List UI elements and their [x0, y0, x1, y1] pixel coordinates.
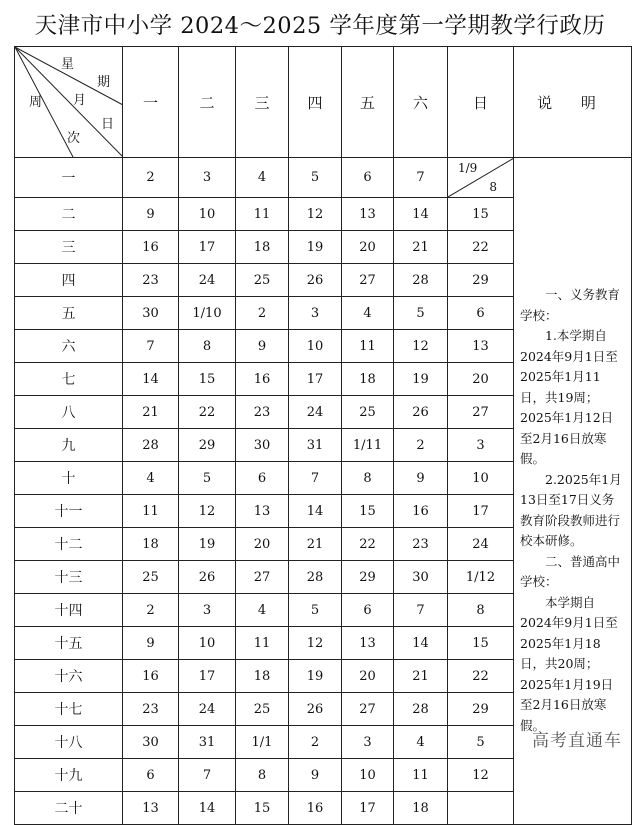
date-cell: 12 — [394, 330, 448, 363]
date-cell: 15 — [448, 627, 514, 660]
date-cell: 18 — [236, 660, 289, 693]
date-cell: 27 — [236, 561, 289, 594]
date-cell: 12 — [289, 627, 342, 660]
date-cell: 7 — [123, 330, 179, 363]
date-cell: 29 — [448, 693, 514, 726]
date-cell: 24 — [179, 264, 236, 297]
week-number-cell: 二十 — [15, 792, 123, 825]
date-cell: 13 — [123, 792, 179, 825]
week-number-cell: 八 — [15, 396, 123, 429]
date-cell: 7 — [394, 158, 448, 198]
day-header-wed: 三 — [236, 47, 289, 158]
date-cell: 11 — [236, 627, 289, 660]
date-cell: 12 — [289, 198, 342, 231]
date-cell: 12 — [179, 495, 236, 528]
date-cell: 31 — [289, 429, 342, 462]
date-cell: 15 — [448, 198, 514, 231]
date-cell: 2 — [289, 726, 342, 759]
week-number-cell: 十六 — [15, 660, 123, 693]
date-cell: 4 — [342, 297, 394, 330]
date-cell: 21 — [394, 660, 448, 693]
date-cell: 25 — [236, 693, 289, 726]
week-number-cell: 四 — [15, 264, 123, 297]
note-paragraph: 2.2025年1月13日至17日义务教育阶段教师进行校本研修。 — [520, 471, 622, 549]
date-cell: 5 — [394, 297, 448, 330]
date-cell: 29 — [448, 264, 514, 297]
date-cell: 27 — [342, 693, 394, 726]
date-cell: 5 — [289, 594, 342, 627]
date-cell: 23 — [394, 528, 448, 561]
date-cell: 3 — [342, 726, 394, 759]
week-number-cell: 十一 — [15, 495, 123, 528]
header-row — [15, 47, 632, 158]
date-cell: 10 — [289, 330, 342, 363]
date-cell: 30 — [236, 429, 289, 462]
date-cell: 1/12 — [448, 561, 514, 594]
week-number-cell: 十三 — [15, 561, 123, 594]
day-header-sat: 六 — [394, 47, 448, 158]
date-cell: 27 — [448, 396, 514, 429]
date-cell: 19 — [289, 660, 342, 693]
date-cell: 6 — [342, 594, 394, 627]
date-cell: 25 — [342, 396, 394, 429]
date-cell: 31 — [179, 726, 236, 759]
calendar-table — [14, 46, 632, 825]
date-cell: 13 — [342, 627, 394, 660]
date-cell: 17 — [179, 660, 236, 693]
calendar-body — [15, 158, 632, 825]
date-cell: 20 — [236, 528, 289, 561]
date-cell: 4 — [236, 158, 289, 198]
date-cell: 30 — [394, 561, 448, 594]
date-cell: 14 — [394, 627, 448, 660]
date-cell: 24 — [448, 528, 514, 561]
date-cell: 3 — [179, 158, 236, 198]
day-header-tue: 二 — [179, 47, 236, 158]
date-cell: 28 — [394, 693, 448, 726]
date-cell: 11 — [394, 759, 448, 792]
day-header-thu: 四 — [289, 47, 342, 158]
date-cell: 8 — [179, 330, 236, 363]
date-cell: 28 — [123, 429, 179, 462]
week-number-cell: 一 — [15, 158, 123, 198]
week-number-cell: 十九 — [15, 759, 123, 792]
date-cell: 11 — [123, 495, 179, 528]
date-cell: 8 — [448, 594, 514, 627]
date-cell: 10 — [179, 198, 236, 231]
date-cell: 13 — [448, 330, 514, 363]
corner-label-zhou: 周 — [29, 95, 43, 110]
day-header-sun: 日 — [448, 47, 514, 158]
date-cell: 24 — [289, 396, 342, 429]
date-cell: 21 — [289, 528, 342, 561]
date-cell: 23 — [123, 264, 179, 297]
date-cell: 14 — [289, 495, 342, 528]
note-paragraph: 一、义务教育学校： — [520, 287, 621, 323]
date-cell: 9 — [123, 627, 179, 660]
date-cell: 11 — [342, 330, 394, 363]
date-cell: 28 — [289, 561, 342, 594]
date-cell: 2 — [123, 158, 179, 198]
date-cell: 19 — [289, 231, 342, 264]
date-cell: 19 — [394, 363, 448, 396]
date-cell: 26 — [289, 693, 342, 726]
week-number-cell: 十七 — [15, 693, 123, 726]
week-number-cell: 十 — [15, 462, 123, 495]
date-cell: 28 — [394, 264, 448, 297]
week-number-cell: 五 — [15, 297, 123, 330]
week-number-cell: 二 — [15, 198, 123, 231]
date-cell: 18 — [342, 363, 394, 396]
date-cell: 21 — [394, 231, 448, 264]
date-cell: 6 — [448, 297, 514, 330]
date-cell: 6 — [236, 462, 289, 495]
date-cell: 25 — [236, 264, 289, 297]
week-number-cell: 十五 — [15, 627, 123, 660]
date-cell: 14 — [394, 198, 448, 231]
date-cell: 18 — [236, 231, 289, 264]
date-cell: 16 — [123, 660, 179, 693]
date-cell: 3 — [179, 594, 236, 627]
date-cell: 5 — [179, 462, 236, 495]
date-cell: 16 — [236, 363, 289, 396]
date-cell: 4 — [123, 462, 179, 495]
corner-label-xing: 星 — [61, 57, 75, 72]
date-cell-split — [448, 158, 514, 198]
date-cell: 17 — [289, 363, 342, 396]
date-cell: 7 — [394, 594, 448, 627]
date-cell: 25 — [123, 561, 179, 594]
date-cell: 18 — [123, 528, 179, 561]
date-cell: 15 — [179, 363, 236, 396]
date-cell: 20 — [448, 363, 514, 396]
date-cell: 8 — [236, 759, 289, 792]
week-number-cell: 十四 — [15, 594, 123, 627]
week-row — [15, 198, 632, 231]
date-cell: 1/10 — [179, 297, 236, 330]
date-cell: 2 — [123, 594, 179, 627]
date-cell: 22 — [448, 660, 514, 693]
date-cell: 9 — [394, 462, 448, 495]
date-cell: 17 — [179, 231, 236, 264]
date-cell: 23 — [236, 396, 289, 429]
week-row — [15, 158, 632, 198]
date-cell: 7 — [179, 759, 236, 792]
date-cell: 17 — [342, 792, 394, 825]
date-cell: 30 — [123, 297, 179, 330]
date-cell: 29 — [179, 429, 236, 462]
page-title: 天津市中小学 2024～2025 学年度第一学期教学行政历 — [34, 13, 606, 39]
date-cell: 1/11 — [342, 429, 394, 462]
date-cell: 26 — [394, 396, 448, 429]
week-number-cell: 六 — [15, 330, 123, 363]
date-cell: 9 — [236, 330, 289, 363]
date-cell: 12 — [448, 759, 514, 792]
date-cell: 11 — [236, 198, 289, 231]
date-cell: 15 — [236, 792, 289, 825]
date-cell: 14 — [179, 792, 236, 825]
date-cell: 16 — [394, 495, 448, 528]
day-header-mon: 一 — [123, 47, 179, 158]
corner-label-ci: 次 — [67, 131, 81, 146]
week-number-cell: 十八 — [15, 726, 123, 759]
corner-label-qi: 期 — [97, 75, 111, 90]
date-cell: 20 — [342, 660, 394, 693]
date-month-start: 1/9 — [458, 161, 478, 175]
note-paragraph: 二、普通高中学校： — [520, 553, 621, 590]
day-header-fri: 五 — [342, 47, 394, 158]
date-cell: 26 — [179, 561, 236, 594]
date-cell: 9 — [123, 198, 179, 231]
date-cell: 5 — [289, 158, 342, 198]
date-cell: 22 — [448, 231, 514, 264]
corner-header-cell — [15, 47, 123, 158]
date-cell: 6 — [123, 759, 179, 792]
date-cell: 1/1 — [236, 726, 289, 759]
date-cell: 10 — [448, 462, 514, 495]
date-day: 8 — [489, 180, 497, 194]
date-cell: 27 — [342, 264, 394, 297]
date-cell: 10 — [342, 759, 394, 792]
date-cell: 4 — [394, 726, 448, 759]
date-cell: 22 — [342, 528, 394, 561]
date-cell — [448, 792, 514, 825]
date-cell: 2 — [394, 429, 448, 462]
week-number-cell: 七 — [15, 363, 123, 396]
notes-cell-top — [514, 158, 632, 198]
date-cell: 14 — [123, 363, 179, 396]
week-number-cell: 九 — [15, 429, 123, 462]
date-cell: 23 — [123, 693, 179, 726]
date-cell: 20 — [342, 231, 394, 264]
date-cell: 5 — [448, 726, 514, 759]
date-cell: 26 — [289, 264, 342, 297]
watermark-text: 高考直通车 — [532, 731, 622, 751]
corner-label-yue: 月 — [73, 93, 87, 108]
date-cell: 18 — [394, 792, 448, 825]
date-cell: 7 — [289, 462, 342, 495]
date-cell: 3 — [289, 297, 342, 330]
date-cell: 13 — [236, 495, 289, 528]
date-cell: 4 — [236, 594, 289, 627]
date-cell: 24 — [179, 693, 236, 726]
date-cell: 3 — [448, 429, 514, 462]
date-cell: 16 — [289, 792, 342, 825]
notes-header: 说 明 — [514, 47, 632, 158]
date-cell: 8 — [342, 462, 394, 495]
note-paragraph: 本学期自2024年9月1日至2025年1月18日，共20周；2025年1月19日至2月16日放寒假。 — [520, 594, 618, 733]
corner-label-ri: 日 — [101, 117, 115, 132]
week-number-cell: 三 — [15, 231, 123, 264]
date-cell: 30 — [123, 726, 179, 759]
note-paragraph: 1.本学期自2024年9月1日至2025年1月11日，共19周；2025年1月12日至2月16日放寒假。 — [520, 328, 618, 467]
date-cell: 10 — [179, 627, 236, 660]
date-cell: 17 — [448, 495, 514, 528]
date-cell: 6 — [342, 158, 394, 198]
date-cell: 21 — [123, 396, 179, 429]
date-cell: 13 — [342, 198, 394, 231]
week-number-cell: 十二 — [15, 528, 123, 561]
date-cell: 19 — [179, 528, 236, 561]
date-cell: 22 — [179, 396, 236, 429]
date-cell: 16 — [123, 231, 179, 264]
date-cell: 2 — [236, 297, 289, 330]
date-cell: 15 — [342, 495, 394, 528]
date-cell: 9 — [289, 759, 342, 792]
date-cell: 29 — [342, 561, 394, 594]
